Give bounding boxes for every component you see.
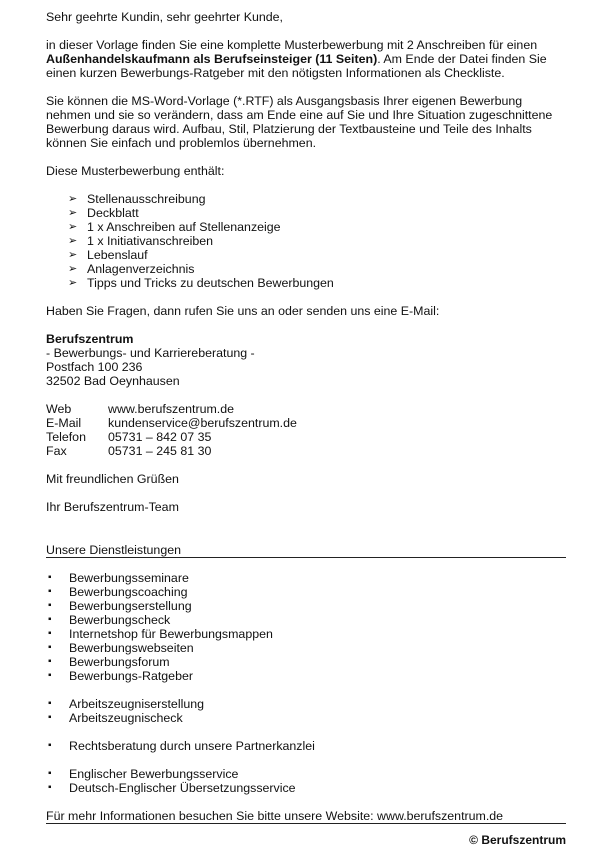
contact-list [46, 402, 566, 458]
list-item [46, 781, 566, 795]
contact-row [46, 402, 566, 416]
list-item [68, 276, 566, 290]
list-item [46, 627, 566, 641]
square-bullet-icon: ▪ [48, 670, 52, 681]
list-item [46, 613, 566, 627]
contact-value: 05731 – 842 07 35 [108, 430, 212, 444]
list-item-text: Internetshop für Bewerbungsmappen [69, 627, 273, 641]
list-item-text: Lebenslauf [87, 248, 148, 262]
square-bullet-icon: ▪ [48, 712, 52, 723]
intro-paragraph [46, 38, 566, 80]
list-item-text: Arbeitszeugniserstellung [69, 697, 204, 711]
more-info-text: Für mehr Informationen besuchen Sie bitte unsere Website: www.berufszentrum.de [46, 809, 504, 823]
list-item [46, 599, 566, 613]
list-item-text: Tipps und Tricks zu deutschen Bewerbungen [87, 276, 334, 290]
services-list [46, 697, 566, 725]
contact-label: Telefon [46, 430, 86, 444]
company-name: Berufszentrum [46, 332, 134, 346]
services-heading: Unsere Dienstleistungen [46, 543, 181, 557]
list-item-text: Englischer Bewerbungsservice [69, 767, 239, 781]
list-item [68, 248, 566, 262]
list-item-text: Bewerbungscoaching [69, 585, 188, 599]
question-text: Haben Sie Fragen, dann rufen Sie uns an oder senden uns eine E-Mail: [46, 304, 440, 318]
list-item-text: Bewerbungscheck [69, 613, 171, 627]
list-item [46, 571, 566, 585]
contact-label: E-Mail [46, 416, 82, 430]
contact-value: 05731 – 245 81 30 [108, 444, 212, 458]
list-item-text: Anlagenverzeichnis [87, 262, 195, 276]
list-item [68, 234, 566, 248]
square-bullet-icon: ▪ [48, 698, 52, 709]
list-item-text: Rechtsberatung durch unsere Partnerkanzlei [69, 739, 315, 753]
arrow-bullet-icon: ➢ [68, 263, 78, 275]
contact-value: kundenservice@berufszentrum.de [108, 416, 297, 430]
document-page [46, 10, 566, 824]
contact-row [46, 430, 566, 444]
closing: Mit freundlichen Grüßen [46, 472, 179, 486]
template-paragraph: Sie können die MS-Word-Vorlage (*.RTF) als Ausgangsbasis Ihrer eigenen Bewerbung nehmen und sie so verändern, dass am Ende eine auf Sie und Ihre Situation zugeschnittene Bewerbung daraus wird. Aufbau, Stil, Platzierung der Textbausteine und Teile des Inhalts können Sie einfach und problemlos übernehmen. [46, 94, 553, 150]
square-bullet-icon: ▪ [48, 600, 52, 611]
list-item-text: Arbeitszeugnischeck [69, 711, 183, 725]
address-street: Postfach 100 236 [46, 360, 143, 374]
contact-label: Web [46, 402, 72, 416]
contact-row [46, 416, 566, 430]
list-item-text: Bewerbungsforum [69, 655, 170, 669]
list-item-text: 1 x Anschreiben auf Stellenanzeige [87, 220, 281, 234]
list-item-text: Bewerbungswebseiten [69, 641, 194, 655]
list-item-text: Bewerbungsseminare [69, 571, 189, 585]
list-item-text: Deckblatt [87, 206, 139, 220]
list-item-text: 1 x Initiativanschreiben [87, 234, 214, 248]
address-city: 32502 Bad Oeynhausen [46, 374, 180, 388]
list-item [46, 641, 566, 655]
arrow-bullet-icon: ➢ [68, 193, 78, 205]
contact-value: www.berufszentrum.de [108, 402, 235, 416]
arrow-bullet-icon: ➢ [68, 235, 78, 247]
arrow-bullet-icon: ➢ [68, 277, 78, 289]
arrow-bullet-icon: ➢ [68, 221, 78, 233]
greeting: Sehr geehrte Kundin, sehr geehrter Kunde, [46, 10, 283, 24]
contact-row [46, 444, 566, 458]
square-bullet-icon: ▪ [48, 740, 52, 751]
square-bullet-icon: ▪ [48, 614, 52, 625]
services-list [46, 571, 566, 683]
list-item [46, 585, 566, 599]
list-item [68, 206, 566, 220]
intro-text-2: . Am Ende der Datei finden Sie einen kurzen Bewerbungs-Ratgeber mit den nötigsten Informationen als Checkliste. [46, 52, 547, 80]
list-item [46, 711, 566, 725]
list-item [46, 655, 566, 669]
intro-bold-text: Außenhandelskaufmann als Berufseinsteiger (11 Seiten) [46, 52, 378, 66]
list-item-text: Deutsch-Englischer Übersetzungsservice [69, 781, 296, 795]
list-item [68, 192, 566, 206]
list-item [46, 767, 566, 781]
arrow-bullet-icon: ➢ [68, 249, 78, 261]
services-list [46, 739, 566, 753]
divider-line [46, 823, 566, 824]
copyright-text: © Berufszentrum [469, 833, 566, 847]
contents-heading: Diese Musterbewerbung enthält: [46, 164, 225, 178]
square-bullet-icon: ▪ [48, 642, 52, 653]
list-item [46, 669, 566, 683]
list-item-text: Stellenausschreibung [87, 192, 206, 206]
company-tagline: - Bewerbungs- und Karriereberatung - [46, 346, 255, 360]
square-bullet-icon: ▪ [48, 656, 52, 667]
square-bullet-icon: ▪ [48, 586, 52, 597]
square-bullet-icon: ▪ [48, 782, 52, 793]
list-item [68, 220, 566, 234]
list-item-text: Bewerbungserstellung [69, 599, 192, 613]
square-bullet-icon: ▪ [48, 628, 52, 639]
list-item [68, 262, 566, 276]
contents-list [46, 192, 566, 290]
intro-text-1: in dieser Vorlage finden Sie eine komplette Musterbewerbung mit 2 Anschreiben für einen [46, 38, 538, 52]
square-bullet-icon: ▪ [48, 572, 52, 583]
square-bullet-icon: ▪ [48, 768, 52, 779]
contact-label: Fax [46, 444, 67, 458]
list-item [46, 739, 566, 753]
list-item [46, 697, 566, 711]
services-list [46, 767, 566, 795]
list-item-text: Bewerbungs-Ratgeber [69, 669, 193, 683]
signature: Ihr Berufszentrum-Team [46, 500, 179, 514]
arrow-bullet-icon: ➢ [68, 207, 78, 219]
